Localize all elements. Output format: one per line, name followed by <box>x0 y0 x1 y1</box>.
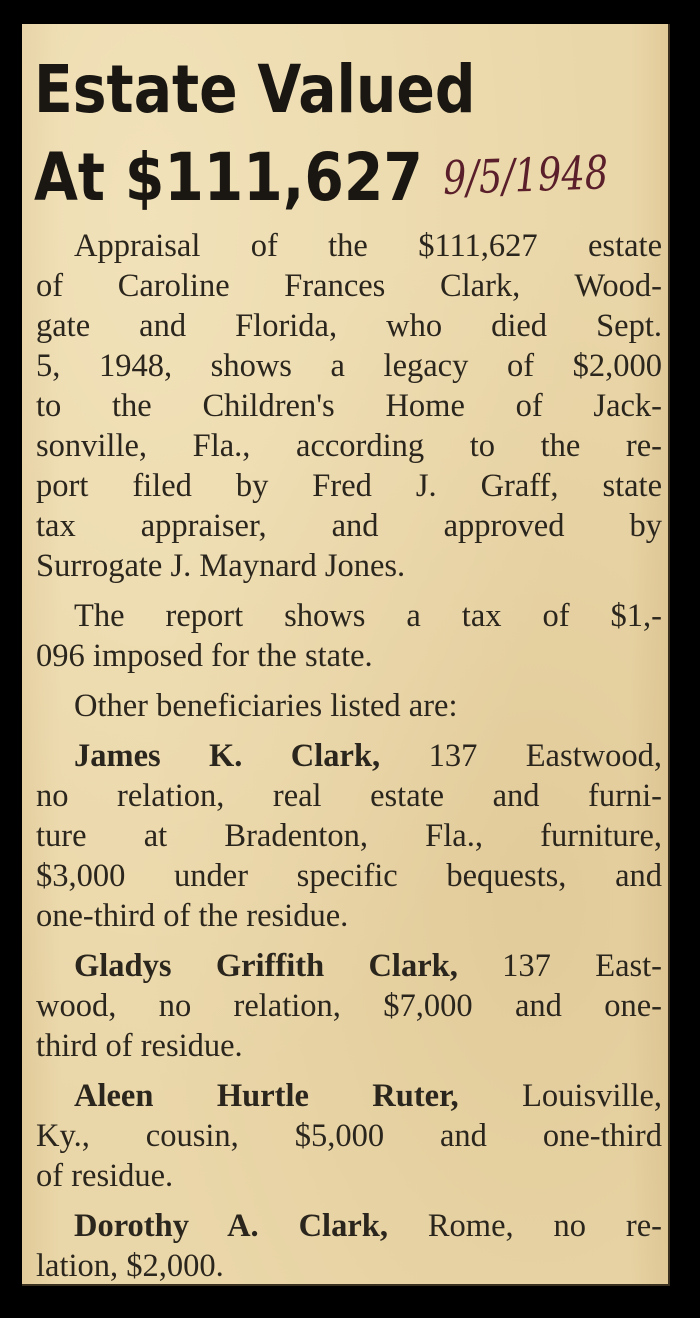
text-line: one-third of the residue. <box>36 898 349 934</box>
text-line: 096 imposed for the state. <box>36 638 373 674</box>
paragraph-beneficiary-james <box>36 736 662 936</box>
paragraph-appraisal <box>36 226 662 586</box>
text-line: $3,000 under specific bequests, and <box>36 858 662 894</box>
beneficiary-name: Gladys Griffith Clark, <box>74 948 458 984</box>
text-line: to the Children's Home of Jack- <box>36 388 662 424</box>
handwritten-date: 9/5/1948 <box>442 145 610 205</box>
paragraph-beneficiary-gladys <box>36 946 662 1066</box>
beneficiary-name: Dorothy A. Clark, <box>74 1208 388 1244</box>
text-line <box>36 1206 662 1246</box>
text-fragment: 137 East- <box>457 948 662 984</box>
headline-line-1: Estate Valued <box>34 51 476 128</box>
text-fragment: Rome, no re- <box>387 1208 662 1244</box>
text-line: port filed by Fred J. Graff, state <box>36 468 662 504</box>
text-line: Appraisal of the $111,627 estate <box>74 228 662 264</box>
text-line: Surrogate J. Maynard Jones. <box>36 548 406 584</box>
paragraph-beneficiary-dorothy <box>36 1206 662 1286</box>
text-line: of Caroline Frances Clark, Wood- <box>36 268 662 304</box>
text-line: ture at Bradenton, Fla., furniture, <box>36 818 662 854</box>
headline <box>34 46 476 222</box>
text-line: Ky., cousin, $5,000 and one-third <box>36 1118 662 1154</box>
beneficiary-name: Aleen Hurtle Ruter, <box>74 1078 459 1114</box>
headline-line-2: At $111,627 <box>34 139 423 216</box>
paragraph-beneficiaries-intro <box>36 686 662 726</box>
text-line: wood, no relation, $7,000 and one- <box>36 988 662 1024</box>
beneficiary-name: James K. Clark, <box>74 738 381 774</box>
text-line: no relation, real estate and furni- <box>36 778 662 814</box>
text-line: of residue. <box>36 1158 174 1194</box>
article-body <box>36 226 662 1296</box>
text-line: third of residue. <box>36 1028 243 1064</box>
text-line: gate and Florida, who died Sept. <box>36 308 662 344</box>
newspaper-clipping <box>22 24 670 1286</box>
text-line: sonville, Fla., according to the re- <box>36 428 662 464</box>
text-line: Other beneficiaries listed are: <box>74 688 458 724</box>
paragraph-tax <box>36 596 662 676</box>
paragraph-beneficiary-aleen <box>36 1076 662 1196</box>
text-line: lation, $2,000. <box>36 1248 224 1284</box>
text-line: 5, 1948, shows a legacy of $2,000 <box>36 348 662 384</box>
text-fragment: 137 Eastwood, <box>380 738 662 774</box>
text-line <box>36 1076 662 1116</box>
text-line: tax appraiser, and approved by <box>36 508 662 544</box>
text-line <box>36 946 662 986</box>
text-line: The report shows a tax of $1,- <box>74 598 662 634</box>
text-fragment: Louisville, <box>458 1078 663 1114</box>
text-line <box>36 736 662 776</box>
